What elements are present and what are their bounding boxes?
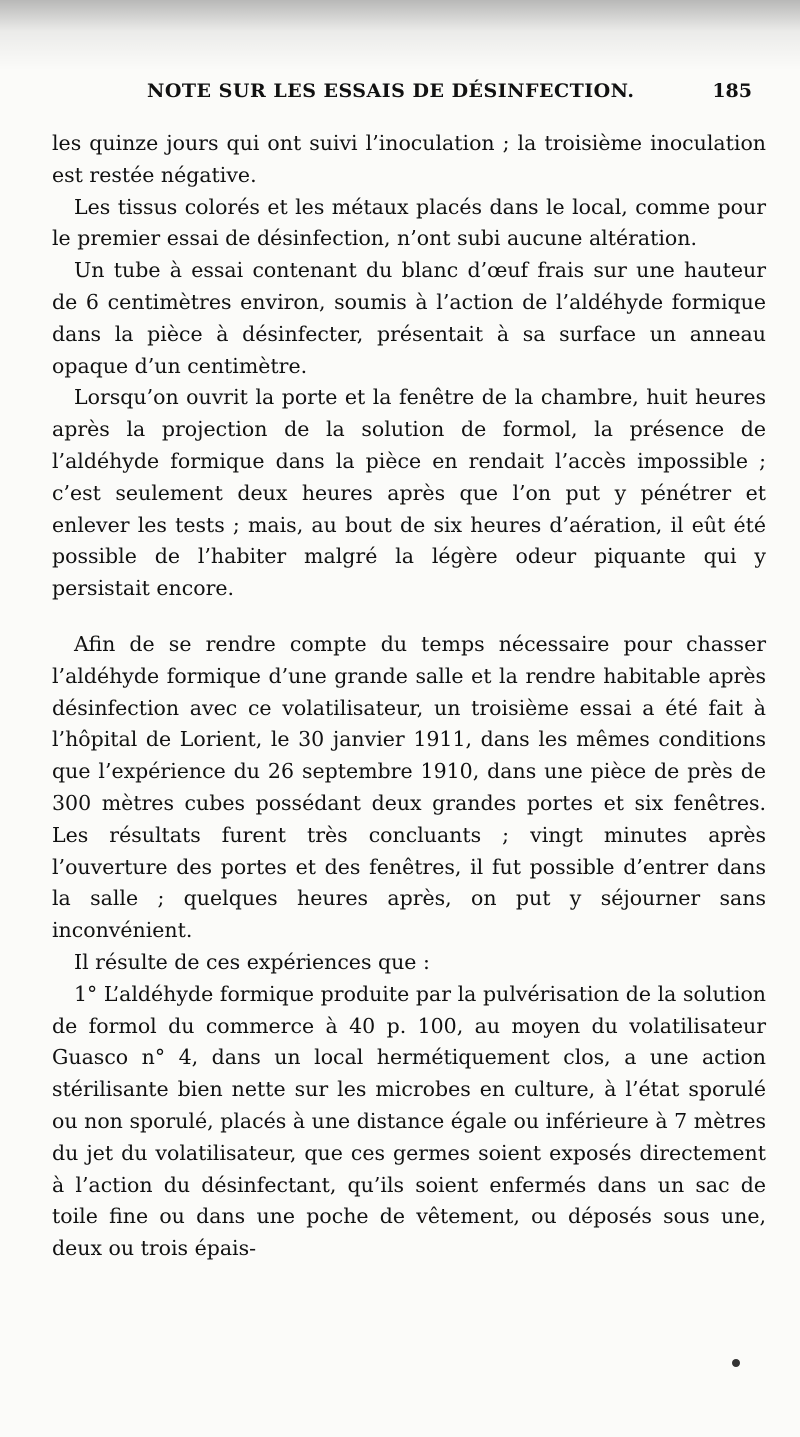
paragraph-2: Les tissus colorés et les métaux placés dans le local, comme pour le premier essai de désinfection, n’ont subi aucune altération. [52,194,766,251]
paragraph-7: 1° L’aldéhyde formique produite par la pulvérisation de la solution de formol du commerce à 40 p. 100, au moyen du volatilisateur Guasco n° 4, dans un local hermétiquement clos, a une action stérilisante bien nette sur les microbes en culture, à l’état sporulé ou non sporulé, placés à une distance égale ou inférieure à 7 mètres du jet du volatilisateur, que ces germes soient exposés directement à l’action du désinfectant, qu’ils soient enfermés dans un sac de toile fine ou dans une poche de vêtement, ou déposés sous une, deux ou trois épais- [52,981,766,1261]
paragraph-3: Un tube à essai contenant du blanc d’œuf frais sur une hauteur de 6 centimètres environ, soumis à l’action de l’aldéhyde formique dans la pièce à désinfecter, présentait à sa surface un anneau opaque d’un centimètre. [52,258,766,378]
ink-speck [732,1359,740,1367]
header-title: NOTE SUR LES ESSAIS DE DÉSINFECTION. [147,80,635,102]
paragraph-5: Afin de se rendre compte du temps nécessaire pour chasser l’aldéhyde formique d’une grande salle et la rendre habitable après désinfection avec ce volatilisateur, un troisième essai a été fait à l’hôpital de Lorient, le 30 janvier 1911, dans les mêmes conditions que l’expérience du 26 septembre 1910, dans une pièce de près de 300 mètres cubes possédant deux grandes portes et six fenêtres. Les résultats furent très concluants ; vingt minutes après l’ouverture des portes et des fenêtres, il fut possible d’entrer dans la salle ; quelques heures après, on put y séjourner sans inconvénient. [52,631,766,943]
body-text [52,128,766,1265]
paragraph-6: Il résulte de ces expériences que : [74,949,430,974]
paragraph-4: Lorsqu’on ouvrit la porte et la fenêtre de la chambre, huit heures après la projection de la solution de formol, la présence de l’aldéhyde formique dans la pièce en rendait l’accès impossible ; c’est seulement deux heures après que l’on put y pénétrer et enlever les tests ; mais, au bout de six heures d’aération, il eût été possible de l’habiter malgré la légère odeur piquante qui y persistait encore. [52,385,766,601]
scan-shadow [0,0,800,70]
running-header [52,80,752,114]
paragraph-1: les quinze jours qui ont suivi l’inoculation ; la troisième inoculation est restée négative. [52,131,766,187]
page-number: 185 [712,80,752,102]
